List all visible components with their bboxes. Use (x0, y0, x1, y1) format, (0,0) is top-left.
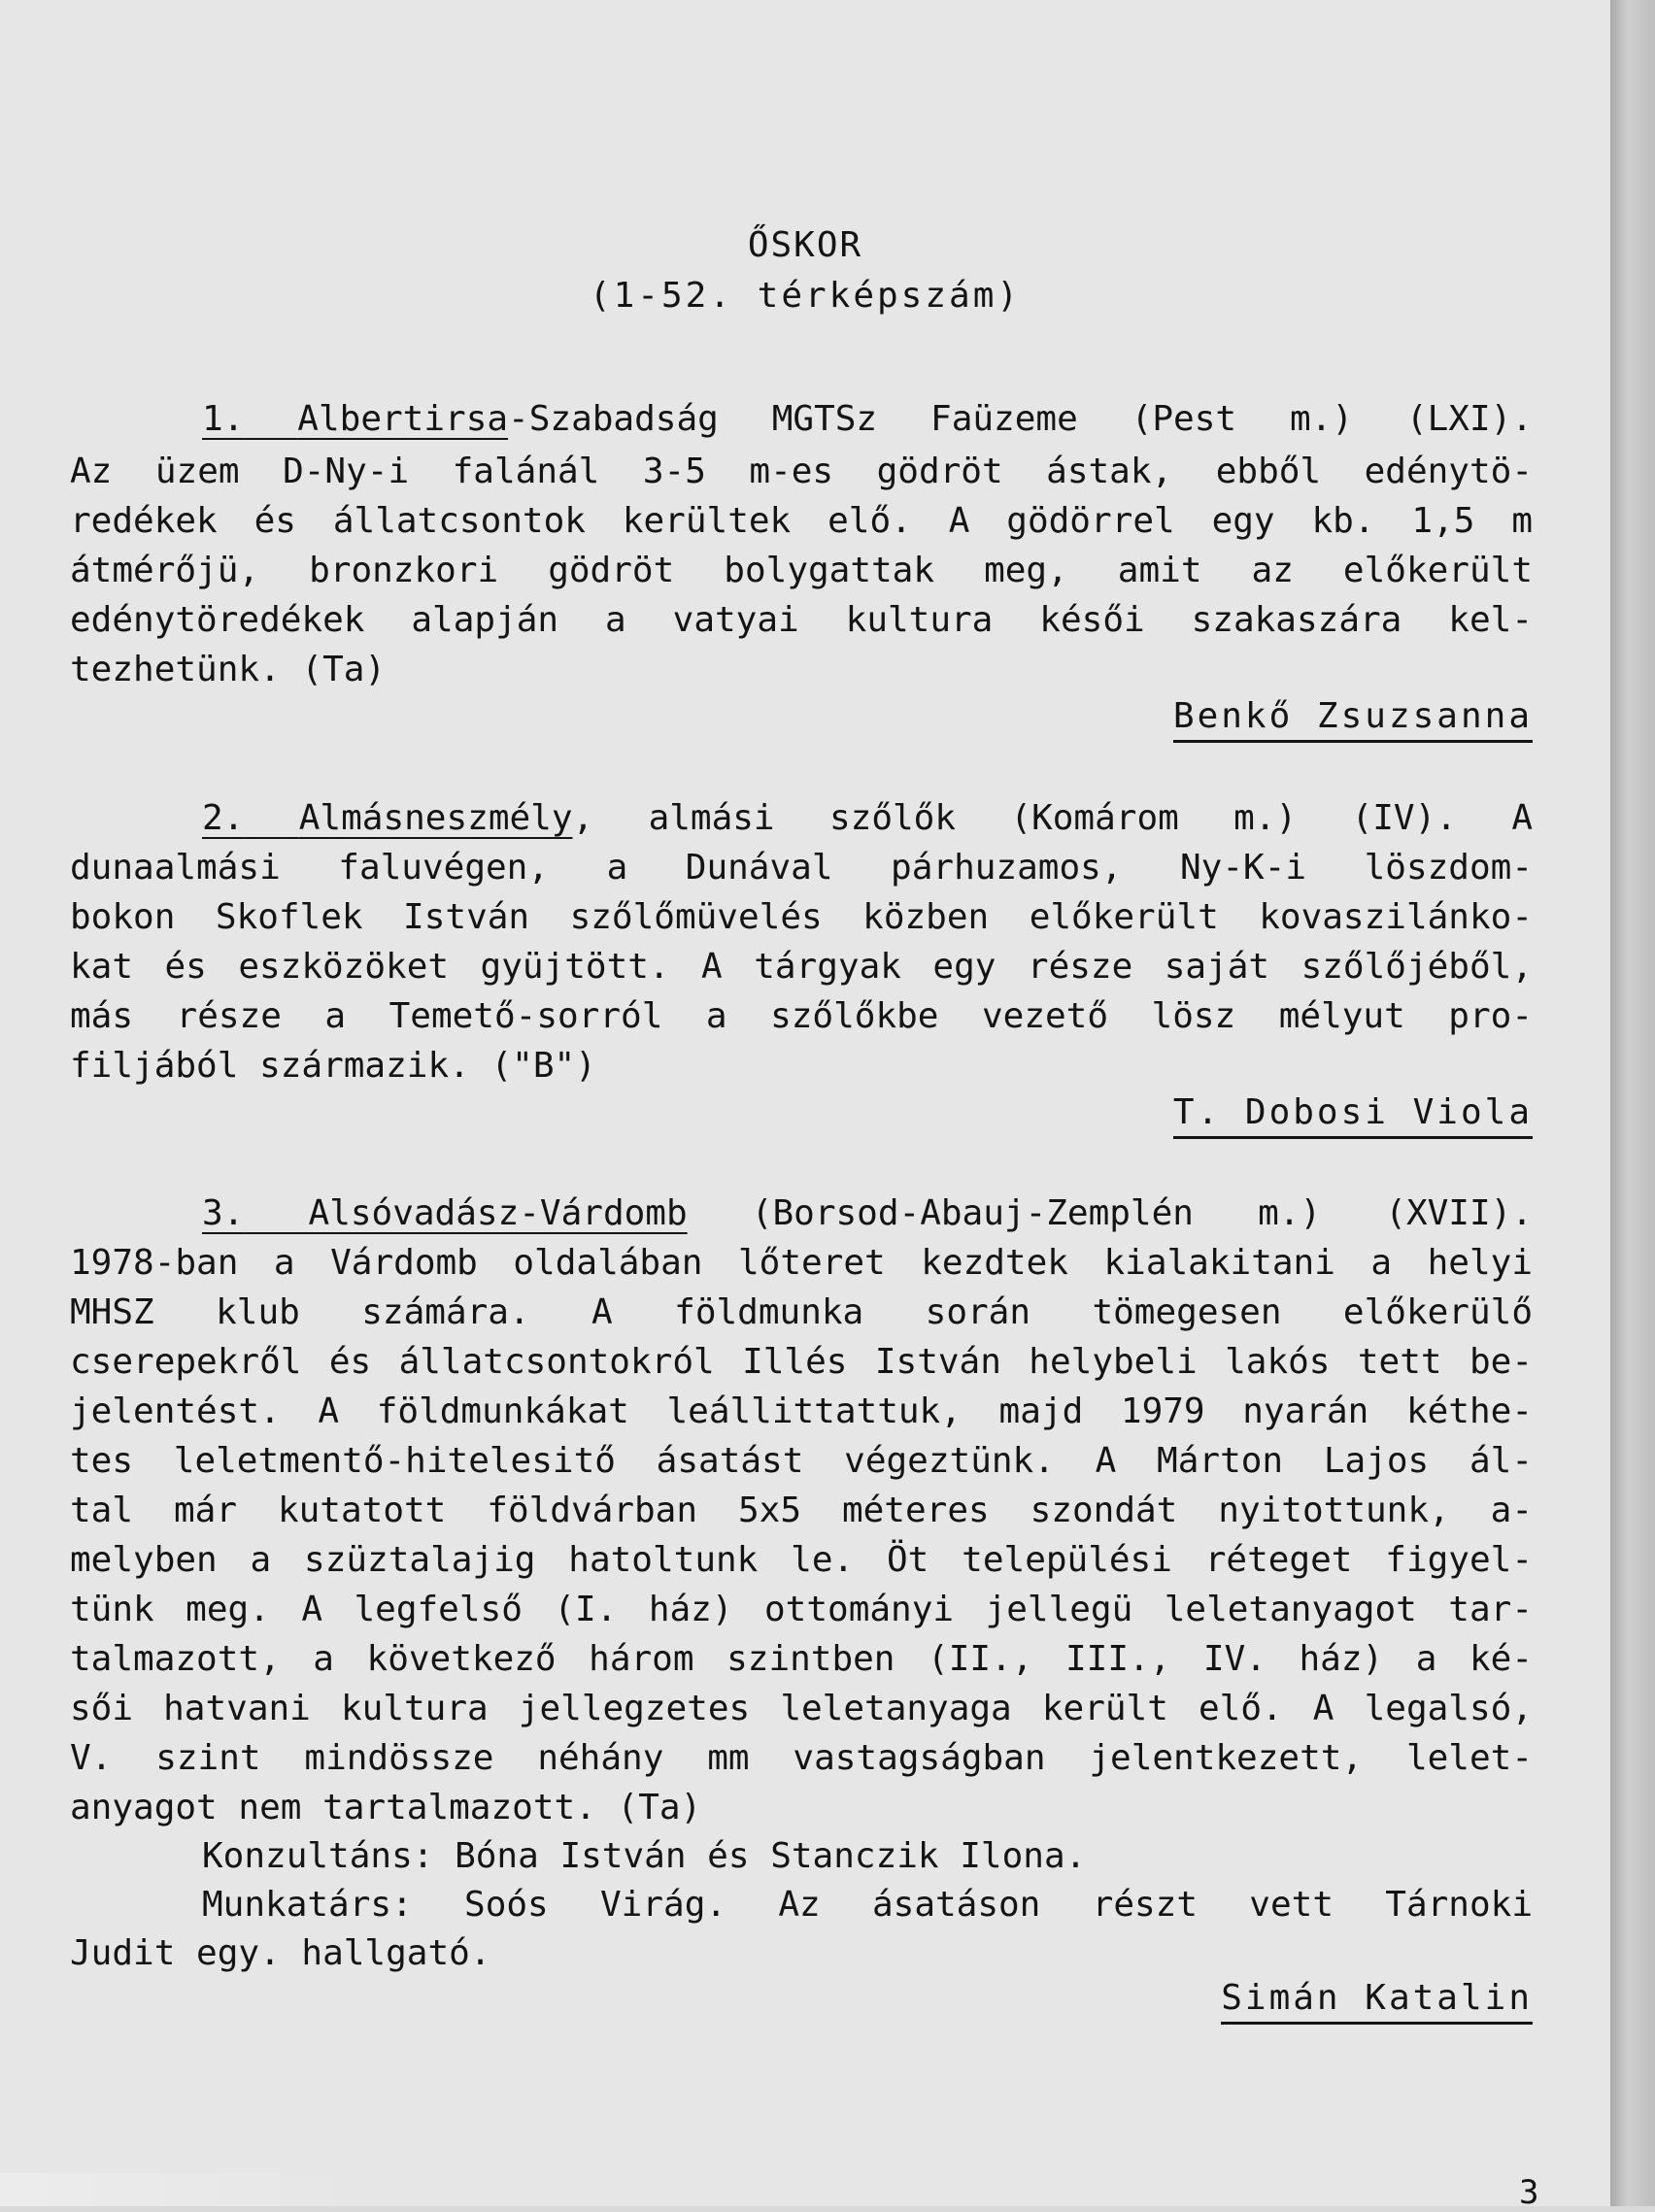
entry-3-text: cserepekről és állatcsontokról Illés István helybeli lakós tett be- (70, 1342, 1533, 1382)
entry-1-text: edénytöredékek alapján a vatyai kultura késői szakaszára kel- (70, 600, 1533, 640)
entry-2-text: filjából származik. ("B") (70, 1046, 596, 1086)
entry-2-text: dunaalmási faluvégen, a Dunával párhuzamos, Ny-K-i löszdom- (70, 848, 1533, 888)
page-number: 3 (1519, 2173, 1539, 2212)
entry-3-text: 1978-ban a Várdomb oldalában lőteret kezdtek kialakitani a helyi (70, 1243, 1533, 1283)
entry-3-text: tes leletmentő-hitelesitő ásatást végeztünk. A Márton Lajos ál- (70, 1441, 1533, 1481)
entry-3-text: tünk meg. A legfelső (I. ház) ottományi jellegü leletanyagot tar- (70, 1590, 1533, 1629)
entry-2-text: más része a Temető-sorról a szőlőkbe vezető lösz mélyut pro- (70, 996, 1533, 1036)
entry-1-heading: 1. Albertirsa-Szabadság MGTSz Faüzeme (Pest m.) (LXI). (202, 399, 1533, 439)
entry-3-text: anyagot nem tartalmazott. (Ta) (70, 1788, 702, 1827)
entry-3-text: tal már kutatott földvárban 5x5 méteres szondát nyitottunk, a- (70, 1491, 1533, 1530)
entry-2-site: Almásneszmély (298, 798, 573, 838)
page-subtitle: (1-52. térképszám) (589, 276, 1022, 316)
entry-1-author: Benkő Zsuzsanna (1173, 695, 1533, 743)
entry-3-heading: 3. Alsóvadász-Várdomb (Borsod-Abauj-Zemplén m.) (XVII). (202, 1193, 1533, 1233)
entry-1-text: tezhetünk. (Ta) (70, 650, 387, 689)
entry-2-author: T. Dobosi Viola (1173, 1091, 1533, 1139)
entry-2-text: kat és eszközöket gyüjtött. A tárgyak egy része saját szőlőjéből, (70, 947, 1533, 987)
entry-1-text: redékek és állatcsontok kerültek elő. A gödörrel egy kb. 1,5 m (70, 501, 1533, 541)
entry-3-staff: Munkatárs: Soós Virág. Az ásatáson részt vett Tárnoki (202, 1885, 1533, 1925)
watermark-strip (0, 2173, 369, 2206)
entry-3-staff-cont: Judit egy. hallgató. (70, 1933, 491, 1973)
entry-1-site: Albertirsa (297, 399, 509, 439)
entry-1-text: átmérőjü, bronzkori gödröt bolygattak meg, amit az előkerült (70, 551, 1533, 590)
entry-3-text: talmazott, a következő három szintben (II., III., IV. ház) a ké- (70, 1639, 1533, 1679)
entry-3-text: melyben a szüztalajig hatoltunk le. Öt települési réteget figyel- (70, 1540, 1533, 1580)
entry-3-text: sői hatvani kultura jellegzetes leletanyaga került elő. A legalsó, (70, 1689, 1533, 1728)
page-edge (1610, 0, 1655, 2206)
page-title: ŐSKOR (747, 225, 863, 265)
entry-3-site: Alsóvadász-Várdomb (308, 1193, 688, 1233)
entry-3-text: MHSZ klub számára. A földmunka során tömegesen előkerülő (70, 1292, 1533, 1332)
entry-2-text: bokon Skoflek István szőlőmüvelés közben előkerült kovaszilánko- (70, 897, 1533, 937)
entry-3-text: V. szint mindössze néhány mm vastagságban jelentkezett, lelet- (70, 1738, 1533, 1778)
entry-3-consultant: Konzultáns: Bóna István és Stanczik Ilona. (202, 1836, 1087, 1876)
entry-2-heading: 2. Almásneszmély, almási szőlők (Komárom m.) (IV). A (202, 798, 1533, 838)
entry-3-text: jelentést. A földmunkákat leállittattuk, majd 1979 nyarán kéthe- (70, 1391, 1533, 1431)
entry-3-author: Simán Katalin (1221, 1977, 1533, 2025)
entry-1-text: Az üzem D-Ny-i falánál 3-5 m-es gödröt ástak, ebből edénytö- (70, 452, 1533, 491)
